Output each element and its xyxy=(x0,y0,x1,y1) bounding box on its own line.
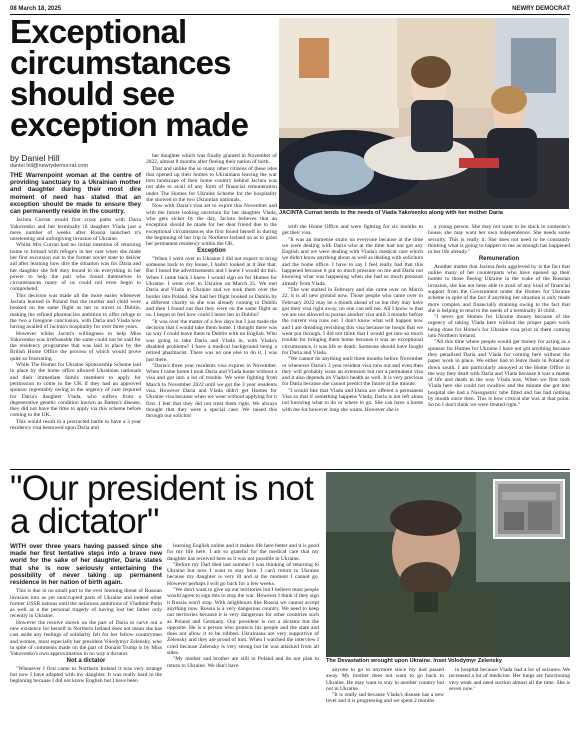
story1-paragraph: "It was an immense strain on everyone because at the time we were dealing with Daria who at the time had not got any English and we were dealing with Vlada's medical care which we didn't know anything about as well as dealing with solicitors and the home office. I have to say I feel really bad that this happened because it put so much pressure on me and Daria not knowing what was happening when she had so much pressure already from Vlada. xyxy=(282,236,423,287)
story2-paragraph: "My mother and brother are still in Poland and do not plan to return to Ukraine. We don't have xyxy=(167,656,319,669)
story2-lead: WITH over three years having passed since she made her first tentative steps into a brave new world for the sake of her daughter, Daria states that she is now seriously entertaining the possibility of never taking up permanent residence in her nation of birth again. xyxy=(10,543,162,587)
story1-subhead-remuneration: Remuneration xyxy=(478,256,520,263)
story1-paragraph: her daughter which was finally granted in November of 2022, almost 8 months after fleeing their nation of birth. xyxy=(146,153,277,166)
story2-paragraph: anyone to go to anymore since my dad passed away. My brother does not want to go back to Ukraine. He may want to stay in another country but not in Ukraine. xyxy=(326,667,444,692)
story2-headline: "Our president is not a dictator" xyxy=(10,469,314,541)
paper-name: NEWRY DEMOCRAT xyxy=(512,6,570,12)
byline xyxy=(10,153,140,169)
story1-paragraph: Now with Daria's visa set to expire this November and with the future looking uncertain for her daughter Vlada, who gets sicker by the day, Jacinta believes that an exception should be made for her dear friend due to the exceptional circumstances she first found herself in during the beginning of her trip to Northern Ireland so as to grant her permanent residency within the UK. xyxy=(146,203,277,248)
story1-paragraph: "The war started in February and she came over on March 22, it is all new ground now. Those people who came over in February 2022 may be a month ahead of us but they may have got their visa right away, no one can tell me. All I know is that we are not allowed to pursue another visa until 3 months before the current visa runs out. I don't know what will happen now and I am dreading revisiting this visa because he hoops that we went put through. I did not think that I would get into so much trouble for bringing them home because it was an exceptional circumstance, it was life or death. Someone should have fought for Daria and Vlada. xyxy=(282,286,423,356)
story2-column-3 xyxy=(326,667,444,733)
story1-subhead-exception: Exception xyxy=(197,248,226,255)
story1-paragraph: "I never got Homes for Ukraine money because of the urgency of taking Vlada here without the proper paper work being done for Home's for Ukraine visa prior to them coming into Northern Ireland. xyxy=(428,314,570,340)
story2-paragraph: in hospital because Vlada had a lot of seizures. We increased a lot of medicine. Her lungs are functioning very weak and need suction almost all the time. She is seven now." xyxy=(449,667,570,692)
story1-paragraph: "It was over the matter of a few days but I just made the decision that I would take them home. I thought there was no way I could leave them in Dublin with no English. Who was going to take Daria and Vlada in, with Vlada's disabled problems? I have a medical background being a retired pharmacist. There was no one else to do it, I was just there. xyxy=(146,318,277,363)
story1-paragraph: with the Home Office and were fighting for six months to get their visa. xyxy=(282,224,423,237)
story1-caption: JACINTA Curran tends to the needs of Viada Yakovenko along with her mother Daria xyxy=(279,210,503,216)
story1-paragraph: "We cannot do anything until three months before November or whenever Daria's 3 year resident visa runs out and even then they will probably issue an extension but not a permanent visa and it also depends on Vlada's health as well. It is very precious for Daria because she cannot predict the future at the minute. xyxy=(282,356,423,388)
story1-paragraph: However whilst Jacint's willingness to help Miss Yakovenko was irrefuseable the same could not be said for the residency programme that was laid in place by the British Home Office the process of which would prove quite so frustrating. xyxy=(10,330,141,362)
story1-paragraph: "All this time where people would get money for acting as a sponsor for Homes for Ukraine I have not got anything because they penalised Daria and Vlada for coming here without the paper work in place. We either had to leave them in Poland or down south. I am particularly annoyed at the Home Office in the way they dealt with Daria and Vlada because it was a matter of life and death in the way Vlada was. When we first took Vlada here she could not swallow and the minute she got into hospital she had a Nasogastric tube fitted and has had nothing by mouth since then. This is how critical she was at that point. So no I don't think we were treated right." xyxy=(428,339,570,409)
story1-paragraph: "When I went over to Ukraine I did not expect to bring someone back to my house, I hadn't looked at it like that. But I heard the advertisements and I knew I would do this. When I came back I knew I would sign on for Homes for Ukraine. I went over to Ukraine on March 25. We met Daria and Vlada in Ukraine and we took them over the border into Poland. She had her flight booked to Dublin by a different charity so she was already coming to Dublin and then I found out that they were on the same flight as us. I began to feel how could I leave her in Dublin? xyxy=(146,255,277,319)
story2-paragraph: "It is really sad because Vlada's disease has a new level and it is progressing and we spent 2 months xyxy=(326,692,444,705)
story2-subhead-not-a-dictator: Not a dictator xyxy=(66,658,106,665)
story2-paragraph: This is due in no small part to the ever looming threat of Russian invasion into as yet unoccupied parts of Ukraine and indeed other former USSR nations until the nefarious ambitions of Vladimir Putin as well as a the personal tragedy of having lost her father only recently in Ukraine. xyxy=(10,588,162,620)
story1-column-3 xyxy=(282,224,423,466)
story1-column-2 xyxy=(146,153,277,466)
story1-paragraph: Jacinta Curran would first cross paths with Daria Yakovenko and her terminally ill daughter Vlada just a mere number of weeks after Russia launched it's unrelenting and unforgiving invasion of Ukraine. xyxy=(10,217,141,243)
story2-paragraph: "Before my Dad died last summer I was thinking of returning to Ukraine but now I want to stay here. I can't return to Ukraine because my daughter is very ill and at the moment I cannot go. However perhaps I will go back for a few weeks. xyxy=(167,561,319,587)
story1-paragraph: Whilst Mrs Curran had no initial intention of returning home to Ireland with refuge's in her care when she made her first excursion out to the former soviet state to deliver aid after learning how dire the situation was for Daria and her daughter she felt duty bound to do everything in her power to help the pair who found themselves in circumstances many of us could not even begin to comprehend. xyxy=(10,242,141,293)
story2-column-4 xyxy=(449,667,570,733)
story2-column-2 xyxy=(167,543,319,733)
story1-paragraph: "Daria's three year residents visa expires in November. When I came home I took Daria and Vlada home without a visa and got into a lot of trouble. We were fighting from March to November 2022 until we got the 3 year residents visa. However Daria and Vlada didn't get Homes for Ukraine visa because when we went without applying for it first. I feel that they did not treat them right. We always thought that they were a special case. We raised this through our solicitor xyxy=(146,362,277,420)
byline-name: by Daniel Hill xyxy=(10,153,60,163)
story2-column-1 xyxy=(10,543,162,733)
story2-paragraph: "Whenever I first came to Northern Ireland it was very strange but now I have adapted with my daughter. It was really hard in the beginning because I did not know English but I have been xyxy=(10,665,162,685)
story1-column-4 xyxy=(428,224,570,466)
story1-paragraph: Another matter that Jacinta feels aggrieved by is the fact that unlike many of her counterparts who have opened up their homes to those fleeing Ukraine in the wake of the Russian invasion, she has not been able to avail of any kind of financial support from the Government under the Homes for Ukraine scheme in spite of the fact if anything her situation is only made more complex and financially draining owing to the fact that she is helping to tend to the needs of a terminally ill child. xyxy=(428,263,570,314)
issue-date: 08 March 18, 2025 xyxy=(10,6,62,12)
story1-paragraph: "I would like that Vlada and Daria are offered a permanent Visa so that if something happens Vlada, Daria is not left alone not knowing what to do or where to go. She can have a home with me for however long she wants. However she is xyxy=(282,387,423,413)
story2-paragraph: learning English online and it makes life here better and it is good for my life here. I am so grateful for the medical care that my daughter has received here as it was not possible in Ukraine. xyxy=(167,543,319,562)
story1-paragraph: This decision was made all the more easier whenever Jacinta learned in Poland that the mother and child were booked on the same flight as her to travel to Dublin, making the refined pharmacists ambition to offer refuge to the two a foregone conclusion, with Daria and Vlada now having availed of Jacinta's hospitality for over three years. xyxy=(10,292,141,331)
story2-paragraph: However the resolve shown on the part of Daria to carve out a new existence for herself in Northern Ireland does not mean she has cast aside any feelings of solidarity felt for her fellow countrymen and women, most especially her president Volodymyr Zelensky, who in spite of comments made on the part of Donald Trump is by Miss Yakovenko's own approximation in no way a dictator. xyxy=(10,619,162,658)
story1-paragraph: This would result in a protracted battle to have a 3 year residency visa bestowed upon Daria and xyxy=(10,418,141,432)
story1-photo xyxy=(279,18,569,209)
byline-email: daniel.hill@newrydemocrat.com xyxy=(10,163,89,169)
story2-paragraph: "We don't want to give up our territories but I believe most people would agree to sign this to stop the war. However I think if they sign it Russia won't stop. With neighbours like Russia we cannot accept anything now. Russia is a very dangerous country. We need to keep our territories because it is very dangerous for other countries such as Poland and Germany. Our president is not a dictator but the opposite. He is a person who protects his people and the state and does not allow it to be robbed. Ukrainians are very supportive of Zelensky and they are proud of him. When I watched the interview I cried because Zelensky is very strong but he was attacked from all sides. xyxy=(167,587,319,657)
story1-column-1 xyxy=(10,172,141,466)
story1-lead: THE Warrenpoint woman at the centre of providing sanctuary to a Ukrainian mother and daughter during their most dire moment of need has stated that an exception should be made to ensure they can permanently reside in the country. xyxy=(10,172,141,216)
story1-paragraph: While The Homes for Ukraine Sponsorship Scheme laid in place by the home office allowed Ukrainian nationals and their immediate family members to apply for permission to come to the UK if they had an approved sponsor regrettably owing to the urgency of care required for Daria's daughter Vlada, who suffers from a degenerative genetic condition known as Batten's disease, they did not have the time to apply via this scheme before coming to the UK. xyxy=(10,362,141,419)
story2-caption: The Devastation wrought upon Ukraine. Inset Volodymyr Zelensky xyxy=(326,658,502,664)
story1-paragraph: a young person. She may not want to be stuck in someone's house, she may want her own independence. She needs some security. This is really it. She does not need to be constantly thinking what is going to happen to me as enough has happened in her life already." xyxy=(428,224,570,256)
story1-headline: Exceptional circumstances should see exception made xyxy=(10,13,249,143)
story1-paragraph: That and unlike the so many other citizens of these isles that opened up their homes to Ukrainians leaving the war torn landscape of their home country behind Jacinta was not able to avail of any form of financial remuneration under The Homes for Ukraine Scheme for the hospitality she showed to the two Ukrainian nationals. xyxy=(146,165,277,204)
story2-photo xyxy=(326,472,570,657)
